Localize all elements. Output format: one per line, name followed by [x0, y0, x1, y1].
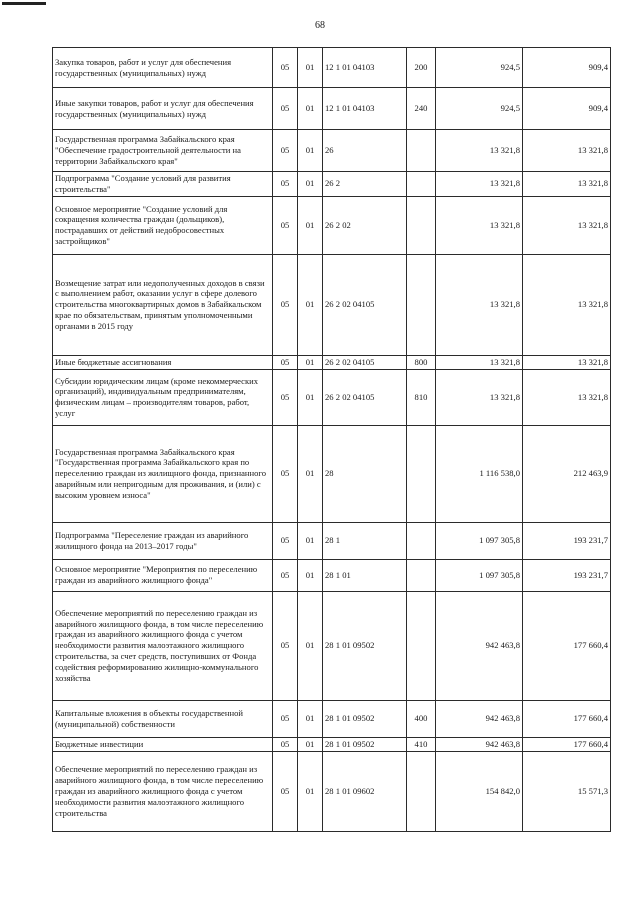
- amount-first-cell: 1 097 305,8: [436, 559, 523, 591]
- subsection-code-cell: 01: [298, 559, 323, 591]
- expense-name-cell: Основное мероприятие "Мероприятия по переселению граждан из аварийного жилищного фонда": [53, 559, 273, 591]
- expense-type-cell: [407, 172, 436, 197]
- target-article-cell: 28 1 01 09502: [323, 700, 407, 737]
- subsection-code-cell: 01: [298, 591, 323, 700]
- amount-second-cell: 15 571,3: [523, 751, 611, 831]
- expense-type-cell: 810: [407, 369, 436, 425]
- amount-second-cell: 13 321,8: [523, 130, 611, 172]
- amount-first-cell: 13 321,8: [436, 196, 523, 254]
- subsection-code-cell: 01: [298, 425, 323, 522]
- amount-first-cell: 924,5: [436, 48, 523, 88]
- section-code-cell: 05: [273, 751, 298, 831]
- amount-second-cell: 177 660,4: [523, 591, 611, 700]
- expense-type-cell: [407, 130, 436, 172]
- subsection-code-cell: 01: [298, 737, 323, 751]
- table-row: [53, 355, 611, 369]
- expense-type-cell: [407, 559, 436, 591]
- target-article-cell: 28: [323, 425, 407, 522]
- amount-second-cell: 13 321,8: [523, 355, 611, 369]
- section-code-cell: 05: [273, 700, 298, 737]
- target-article-cell: 28 1 01 09502: [323, 737, 407, 751]
- table-row: [53, 700, 611, 737]
- amount-second-cell: 909,4: [523, 88, 611, 130]
- table-row: [53, 425, 611, 522]
- amount-second-cell: 212 463,9: [523, 425, 611, 522]
- section-code-cell: 05: [273, 130, 298, 172]
- section-code-cell: 05: [273, 196, 298, 254]
- page-number: 68: [315, 20, 325, 31]
- expense-name-cell: Основное мероприятие "Создание условий для сокращения количества граждан (дольщиков), пострадавших от действий недобросовестных застройщиков": [53, 196, 273, 254]
- amount-second-cell: 177 660,4: [523, 737, 611, 751]
- section-code-cell: 05: [273, 88, 298, 130]
- section-code-cell: 05: [273, 559, 298, 591]
- expense-name-cell: Государственная программа Забайкальского края "Обеспечение градостроительной деятельности на территории Забайкальского края": [53, 130, 273, 172]
- amount-second-cell: 193 231,7: [523, 559, 611, 591]
- expense-type-cell: [407, 425, 436, 522]
- amount-second-cell: 909,4: [523, 48, 611, 88]
- target-article-cell: 12 1 01 04103: [323, 48, 407, 88]
- expense-type-cell: [407, 196, 436, 254]
- target-article-cell: 26 2 02 04105: [323, 254, 407, 355]
- table-row: [53, 130, 611, 172]
- expense-name-cell: Подпрограмма "Переселение граждан из аварийного жилищного фонда на 2013–2017 годы": [53, 522, 273, 559]
- expense-type-cell: 800: [407, 355, 436, 369]
- amount-second-cell: 13 321,8: [523, 254, 611, 355]
- expense-name-cell: Капитальные вложения в объекты государственной (муниципальной) собственности: [53, 700, 273, 737]
- target-article-cell: 28 1 01 09602: [323, 751, 407, 831]
- budget-table-body: [53, 48, 611, 832]
- expense-type-cell: [407, 254, 436, 355]
- amount-second-cell: 193 231,7: [523, 522, 611, 559]
- expense-name-cell: Государственная программа Забайкальского края "Государственная программа Забайкальского края по переселению граждан из жилищного фонда, признанного аварийным или непригодным для проживания, и (или) с высоким уровнем износа": [53, 425, 273, 522]
- table-row: [53, 522, 611, 559]
- target-article-cell: 28 1: [323, 522, 407, 559]
- target-article-cell: 12 1 01 04103: [323, 88, 407, 130]
- amount-first-cell: 13 321,8: [436, 172, 523, 197]
- amount-second-cell: 13 321,8: [523, 369, 611, 425]
- expense-name-cell: Иные бюджетные ассигнования: [53, 355, 273, 369]
- subsection-code-cell: 01: [298, 254, 323, 355]
- table-row: [53, 254, 611, 355]
- section-code-cell: 05: [273, 172, 298, 197]
- section-code-cell: 05: [273, 425, 298, 522]
- subsection-code-cell: 01: [298, 196, 323, 254]
- amount-second-cell: 13 321,8: [523, 196, 611, 254]
- section-code-cell: 05: [273, 369, 298, 425]
- section-code-cell: 05: [273, 737, 298, 751]
- expense-type-cell: [407, 591, 436, 700]
- amount-first-cell: 13 321,8: [436, 369, 523, 425]
- amount-first-cell: 924,5: [436, 88, 523, 130]
- table-row: [53, 196, 611, 254]
- section-code-cell: 05: [273, 48, 298, 88]
- table-row: [53, 88, 611, 130]
- target-article-cell: 26 2: [323, 172, 407, 197]
- target-article-cell: 26 2 02 04105: [323, 355, 407, 369]
- table-row: [53, 591, 611, 700]
- expense-type-cell: [407, 522, 436, 559]
- amount-first-cell: 1 116 538,0: [436, 425, 523, 522]
- table-row: [53, 369, 611, 425]
- expense-name-cell: Обеспечение мероприятий по переселению граждан из аварийного жилищного фонда, в том числе переселению граждан из аварийного жилищного фонда с учетом необходимости развития малоэтажного жилищного строительства: [53, 751, 273, 831]
- subsection-code-cell: 01: [298, 88, 323, 130]
- target-article-cell: 26: [323, 130, 407, 172]
- table-row: [53, 172, 611, 197]
- amount-first-cell: 154 842,0: [436, 751, 523, 831]
- subsection-code-cell: 01: [298, 751, 323, 831]
- table-row: [53, 559, 611, 591]
- corner-scan-mark: [2, 2, 46, 5]
- section-code-cell: 05: [273, 254, 298, 355]
- target-article-cell: 26 2 02 04105: [323, 369, 407, 425]
- section-code-cell: 05: [273, 591, 298, 700]
- expense-type-cell: 240: [407, 88, 436, 130]
- amount-first-cell: 1 097 305,8: [436, 522, 523, 559]
- amount-first-cell: 13 321,8: [436, 355, 523, 369]
- table-row: [53, 751, 611, 831]
- target-article-cell: 28 1 01: [323, 559, 407, 591]
- table-row: [53, 737, 611, 751]
- subsection-code-cell: 01: [298, 355, 323, 369]
- target-article-cell: 26 2 02: [323, 196, 407, 254]
- expense-type-cell: [407, 751, 436, 831]
- subsection-code-cell: 01: [298, 369, 323, 425]
- amount-first-cell: 942 463,8: [436, 700, 523, 737]
- section-code-cell: 05: [273, 522, 298, 559]
- expense-type-cell: 410: [407, 737, 436, 751]
- amount-second-cell: 13 321,8: [523, 172, 611, 197]
- expense-type-cell: 400: [407, 700, 436, 737]
- expense-name-cell: Обеспечение мероприятий по переселению граждан из аварийного жилищного фонда, в том числе переселению граждан из аварийного жилищного фонда с учетом необходимости развития малоэтажного жилищного строительства, за счет средств, поступивших от Фонда содействия реформированию жилищно-коммунального хозяйства: [53, 591, 273, 700]
- expense-name-cell: Возмещение затрат или недополученных доходов в связи с выполнением работ, оказании услуг в сфере долевого строительства многоквартирных домов в Забайкальском крае по обязательствам, принятым уполномоченными органами в 2015 году: [53, 254, 273, 355]
- table-row: [53, 48, 611, 88]
- expense-name-cell: Бюджетные инвестиции: [53, 737, 273, 751]
- target-article-cell: 28 1 01 09502: [323, 591, 407, 700]
- subsection-code-cell: 01: [298, 130, 323, 172]
- amount-first-cell: 13 321,8: [436, 254, 523, 355]
- expense-type-cell: 200: [407, 48, 436, 88]
- amount-second-cell: 177 660,4: [523, 700, 611, 737]
- expense-name-cell: Закупка товаров, работ и услуг для обеспечения государственных (муниципальных) нужд: [53, 48, 273, 88]
- budget-table: [52, 47, 611, 832]
- amount-first-cell: 13 321,8: [436, 130, 523, 172]
- amount-first-cell: 942 463,8: [436, 591, 523, 700]
- expense-name-cell: Иные закупки товаров, работ и услуг для обеспечения государственных (муниципальных) нужд: [53, 88, 273, 130]
- subsection-code-cell: 01: [298, 172, 323, 197]
- subsection-code-cell: 01: [298, 700, 323, 737]
- subsection-code-cell: 01: [298, 522, 323, 559]
- section-code-cell: 05: [273, 355, 298, 369]
- amount-first-cell: 942 463,8: [436, 737, 523, 751]
- expense-name-cell: Субсидии юридическим лицам (кроме некоммерческих организаций), индивидуальным предпринимателям, физическим лицам – производителям товаров, работ, услуг: [53, 369, 273, 425]
- expense-name-cell: Подпрограмма "Создание условий для развития строительства": [53, 172, 273, 197]
- subsection-code-cell: 01: [298, 48, 323, 88]
